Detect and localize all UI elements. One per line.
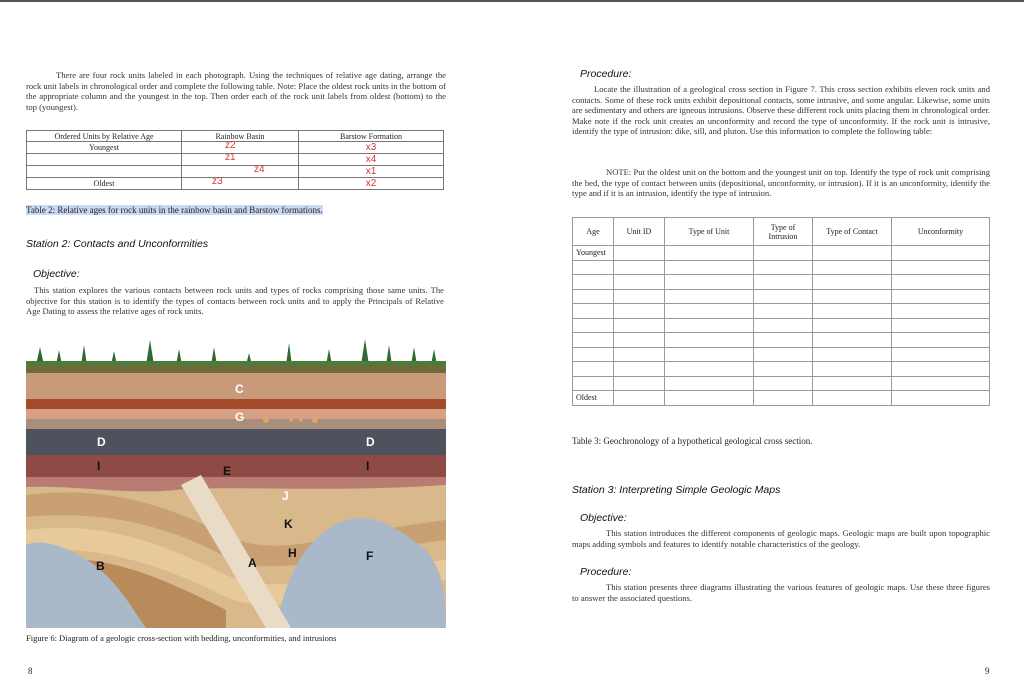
t3-header-type-contact: Type of Contact <box>813 218 892 246</box>
station2-objective-label: Objective: <box>33 268 80 280</box>
t2-youngest-label: Youngest <box>27 142 182 154</box>
page-number-left: 8 <box>28 666 33 676</box>
page-number-right: 9 <box>985 666 990 676</box>
top-border <box>0 0 1024 2</box>
t3-header-type-intrusion: Type of Intrusion <box>754 218 813 246</box>
t3-youngest-label: Youngest <box>573 246 614 261</box>
barstow-x1: x1 <box>365 166 377 177</box>
station2-objective-text: This station explores the various contacts between rock units and types of rocks comprising those same units. The objective for this station is to identify the types of contacts between rock units and to apply the Principals of Relative Age Dating to assess the relative ages of rock units. <box>26 285 444 316</box>
rainbow-z4: z4 <box>254 164 265 175</box>
t3-header-type-unit: Type of Unit <box>665 218 754 246</box>
rainbow-z1: z1 <box>225 152 236 163</box>
barstow-x4: x4 <box>365 154 377 165</box>
t2-oldest-label: Oldest <box>27 178 182 190</box>
topsoil-layer <box>26 365 446 373</box>
figure6-caption: Figure 6: Diagram of a geologic cross-section with bedding, unconformities, and intrusions <box>26 633 337 643</box>
t2-header-barstow: Barstow Formation <box>299 131 444 142</box>
label-k: K <box>284 517 293 531</box>
label-i-left: I <box>97 459 101 473</box>
station2-title: Station 2: Contacts and Unconformities <box>26 238 209 250</box>
rainbow-z3: z3 <box>212 176 223 187</box>
station3-objective-text: This station introduces the different components of geologic maps. Geologic maps are built upon topographic maps adding symbols and features to identify notable characteristics of the geology. <box>572 528 990 549</box>
grass-base <box>26 361 446 366</box>
t2-empty-cell <box>27 154 182 166</box>
layer-d <box>26 429 446 455</box>
t2-header-ordered: Ordered Units by Relative Age <box>27 131 182 142</box>
label-c: C <box>235 382 244 396</box>
t3-header-unconformity: Unconformity <box>892 218 990 246</box>
label-h: H <box>288 546 297 560</box>
label-i-right: I <box>366 459 370 473</box>
t3-header-unit-id: Unit ID <box>614 218 665 246</box>
label-a: A <box>248 556 257 570</box>
label-d-left: D <box>97 435 106 449</box>
t2-empty-cell <box>27 166 182 178</box>
rainbow-z2: z2 <box>225 140 236 151</box>
label-j: J <box>282 489 289 503</box>
procedure-label: Procedure: <box>580 68 632 80</box>
label-b: B <box>96 559 105 573</box>
station3-procedure-text: This station presents three diagrams illustrating the various features of geologic maps. Use these three figures to answer the associated questions. <box>572 582 990 603</box>
intro-paragraph: There are four rock units labeled in each photograph. Using the techniques of relative age dating, arrange the rock unit labels in chronological order and complete the following table. Note: Place the oldest rock units in the bottom of the appropriate column and the youngest in the top. Then order each of the rock unit labels from oldest (bottom) to the top (youngest). <box>26 70 446 112</box>
barstow-x3: x3 <box>365 142 377 153</box>
procedure-text: Locate the illustration of a geological cross section in Figure 7. This cross section exhibits eleven rock units and contacts. Some of these rock units exhibit depositional contacts, some intrusive, and some angular. Likewise, some units are sedimentary and others are igneous intrusions. Observe these different rock units placing them in chronological order. Make note if the rock unit creates an unconformity and record the type of unconformity. If the rock unit is intrusive, identify the type of intrusion: dike, sill, and pluton. Use this information to complete the following table: <box>572 84 990 136</box>
t2-header-rainbow: Rainbow Basin <box>182 131 299 142</box>
geochronology-table <box>572 217 990 406</box>
layer-i <box>26 455 446 477</box>
t3-header-age: Age <box>573 218 614 246</box>
label-d-right: D <box>366 435 375 449</box>
label-e: E <box>223 464 232 478</box>
t3-oldest-label: Oldest <box>573 391 614 406</box>
station3-objective-label: Objective: <box>580 512 627 524</box>
table3-caption: Table 3: Geochronology of a hypothetical geological cross section. <box>572 436 813 446</box>
relative-age-table <box>26 130 444 190</box>
label-f: F <box>366 549 374 563</box>
layer-g <box>26 399 446 409</box>
table2-caption: Table 2: Relative ages for rock units in the rainbow basin and Barstow formations. <box>26 205 323 215</box>
barstow-x2: x2 <box>365 178 377 189</box>
geologic-cross-section-figure <box>26 335 446 628</box>
note-text: NOTE: Put the oldest unit on the bottom and the youngest unit on top. Identify the type of rock unit comprising the bed, the type of contact between units (depositional, unconformity, or intrusion). If it is an unconformity, identify the type and if it is an intrusion, identify the type of intrusion. <box>572 167 990 198</box>
label-g: G <box>235 410 245 424</box>
station3-title: Station 3: Interpreting Simple Geologic Maps <box>572 484 781 496</box>
station3-procedure-label: Procedure: <box>580 566 632 578</box>
